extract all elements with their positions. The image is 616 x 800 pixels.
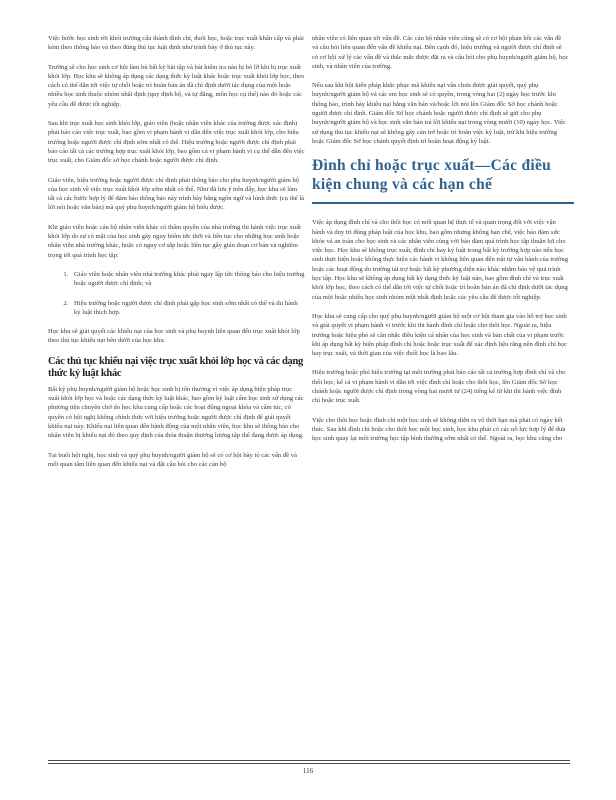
paragraph: Bất kỳ phụ huynh/người giám hộ hoặc học sinh bị tổn thương vì việc áp dụng biện pháp trục xuất khỏi lớp học và hoặc các dạng thức kỷ luật khác, bao gồm kỷ luật cấm học sinh sử dụng các phương tiện chuyên chở do học khu cung cấp hoặc các hoạt động ngoại khóa và cấm túc, có quyền có hội nghị không chính thức với hiệu trưởng hoặc người được chỉ định để giải quyết khiếu nại này. Khiếu nại liên quan đến hành động của một nhân viên, học khu sẽ thông báo cho nhân viên bị khiếu nại đó theo quy định của thỏa thuận thương lượng tập thể đang được áp dụng. (48, 385, 304, 440)
paragraph: Giáo viên, hiệu trưởng hoặc người được chỉ định phải thông báo cho phụ huynh/người giám hộ của học sinh về việc trục xuất khỏi lớp sớm nhất có thể. Như đã lưu ý trên đây, học khu sẽ làm tất cả các bước hợp lý để đảm bảo thông báo này trình bày bằng ngôn ngữ và hình thức (cụ thể là lời nói hoặc văn bản) mà quý phụ huynh/người giám hộ hiểu được. (48, 176, 305, 212)
paragraph: Học khu sẽ cung cấp cho quý phụ huynh/người giám hộ một cơ hội tham gia vào hỗ trợ học sinh và giải quyết vi phạm hành vi trước khi thi hành đình chỉ hoặc cho thôi học. Ngoài ra, hiệu trưởng hoặc hiệu phó sẽ cân nhắc điều kiện cá nhân của học sinh và bản chất của vi phạm trước khi áp dụng bất kỳ biện pháp đình chỉ hoặc hoặc trục xuất để xác định liệu rằng nên đình chỉ học hay trục xuất, và thời gian của việc đuổi học là bao lâu. (312, 312, 568, 358)
page-number: 116 (302, 767, 314, 775)
paragraph: Việc cho thôi học hoặc đình chỉ một học sinh sẽ không diễn ra vô thời hạn mà phải có ngày kết thúc. Sau khi đình chỉ hoặc cho thôi học một học sinh, học khu phải có các nỗ lực hợp lý để đưa học sinh quay lại môi trường học tập bình thường sớm nhất có thể. Ngoài ra, học khu cũng cho (312, 416, 566, 443)
paragraph: Việc bước học sinh rời khỏi trường cấu thành đình chỉ, đuổi học, hoặc trục xuất khẩn cấp và phải kèm theo thông báo và theo đúng thủ tục luật định như trình bày ở thủ tục này. (48, 35, 304, 52)
paragraph: Tại buổi hội nghị, học sinh và quý phụ huynh/người giám hộ sẽ có cơ hội bày tỏ các vấn đề và mối quan tâm liên quan đến khiếu nại và đặt câu hỏi cho các cán bộ (48, 451, 297, 468)
left-column (48, 34, 305, 479)
paragraph: Học khu sẽ giải quyết các khiếu nại của học sinh và phụ huynh liên quan đến trục xuất khỏi lớp theo thủ tục khiếu nại bên dưới của học khu. (48, 328, 300, 345)
paragraph: Hiệu trưởng hoặc phó hiệu trưởng tại mỗi trường phải báo cáo tất cả trường hợp đình chỉ và cho thôi học, kể cả vi phạm hành vi dẫn tới việc đình chỉ hoặc cho thôi học, lên Giám đốc Sở học chánh hoặc người được chỉ định trong vòng hai mươi tư (24) tiếng kể từ khi thi hành việc đình chỉ hoặc trục xuất. (312, 369, 566, 405)
paragraph: nhân viên có liên quan tới vấn đề. Các cán bộ nhân viên cũng sẽ có cơ hội phản hồi các vấn đề và câu hỏi liên quan đến vấn đề khiếu nại. Bên cạnh đó, hiệu trưởng và người được chỉ định sẽ có cơ hội xử lý các vấn đề và thắc mắc được đặt ra và câu hỏi cho phụ huynh/người giám hộ, học sinh, và nhân viên của trường. (312, 35, 569, 70)
numbered-list (48, 270, 305, 317)
section-subheading: Các thủ tục khiếu nại việc trục xuất khỏi lớp học và các dạng thức kỷ luật khác (48, 355, 303, 380)
paragraph: Nếu sau khi hội kiến pháp khắc phục mà khiếu nại vẫn chưa được giải quyết, quý phụ huynh/người giám hộ và các em học sinh sẽ có quyền, trong vòng hai (2) ngày học trước khi thông báo, trình bày khiếu nại bằng văn bản và/hoặc lời nói lên Giám đốc Sở học chánh hoặc người được chỉ định. Giám đốc Sở học chánh hoặc người được chỉ định sẽ gửi cho phụ huynh/người giám hộ và học sinh văn bản trả lời khiếu nại trong vòng mười (10) ngày học. Việc sử dụng thủ tục khiếu nại sẽ không gây cản trở hoặc trì hoãn việc kỷ luật, trừ khi hiệu trưởng hoặc Giám đốc Sở học chánh quyết định trì hoãn hoạt động kỷ luật. (312, 82, 566, 145)
footer-divider (48, 760, 570, 761)
heading-rule (312, 202, 574, 204)
paragraph: Việc áp dụng đình chỉ và cho thôi học có mối quan hệ thực tế và quan trọng đối với việc vận hành và duy trì đúng pháp luật của học khu, bao gồm nhưng không hạn chế, việc bảo đảm sức khỏe và an toàn cho học sinh và các nhân viên cùng với bảo đảm quá trình học tập thuận lợi cho việc học. Học khu sẽ không trục xuất, đình chỉ hay kỷ luật trong bất kỳ trường hợp nào nếu học sinh thực hiện hoặc không thực hiện các hành vi không liên quan đến trật tự vận hành của trường hoặc các hoạt động do trường tài trợ hoặc bất kỳ phương diện nào khác nhằm bảo vệ quá trình học tập. Học khu sẽ không áp dụng bất kỳ dạng thức kỷ luật nào, bao gồm đình chỉ và trục xuất khỏi lớp học, theo cách có thể dẫn tới việc tự chối hoặc trì hoãn bản án đã chỉ định dưới tác dụng của một hoặc nhiều học sinh nhóm một nhất định hoặc các yêu cầu để được tốt nghiệp. (312, 219, 569, 301)
paragraph: Sau khi trục xuất học sinh khỏi lớp, giáo viên (hoặc nhân viên khác của trường được xác định) phải báo cáo việc trục xuất, bao gồm vi phạm hành vi dẫn đến việc trục xuất khỏi lớp, cho hiệu trưởng hoặc người được chỉ định sớm nhất có thể. Hiệu trưởng hoặc người được chỉ định phải báo cáo tất cả các trường hợp trục xuất khỏi lớp, bao gồm cả vi phạm hành vi cụ thể dẫn đến việc trục xuất, cho Giám đốc sở học chánh hoặc người được chỉ định. (48, 120, 305, 165)
list-item: 2. Hiệu trưởng hoặc người được chỉ định phải gặp học sinh sớm nhất có thể và thi hành kỷ luật thích hợp. (70, 299, 305, 318)
right-column (312, 34, 569, 454)
section-heading: Đình chỉ hoặc trục xuất—Các điều kiện chung và các hạn chế (312, 157, 552, 194)
paragraph: Trường sẽ cho học sinh cơ hội làm bù bất kỳ bài tập và bài kiểm tra nào bị bỏ lỡ khi bị trục xuất khỏi lớp. Học khu sẽ không áp dụng các dạng thức kỷ luật khác hoặc trục xuất khỏi lớp học, theo cách có thể dẫn tới việc tự chối hoặc trì hoãn bản án đã chỉ định dưới tác dụng của một hoặc nhiều học sinh thuộc nhóm nhất định (quy định bộ, và tự đăng, môn học cụ thể) nào đó hoặc các yêu cầu để được tốt nghiệp. (48, 63, 305, 108)
footer-divider (48, 763, 570, 764)
paragraph: Khi giáo viên hoặc cán bộ nhân viên khác có thẩm quyền của nhà trường thi hành việc trục xuất khỏi lớp do sự có mặt của học sinh gây nguy hiểm tức thời và liên tục cho những học sinh hoặc nhân viên nhà trường khác, hoặc có nguy cơ sắp hoặc liên tục gây gián đoạn cơ bản và nghiêm trọng tới quá trình học tập: (48, 223, 301, 259)
list-item: 1. Giáo viên hoặc nhân viên nhà trường khác phải ngay lập tức thông báo cho hiệu trưởng hoặc người được chỉ định; và (70, 270, 305, 289)
